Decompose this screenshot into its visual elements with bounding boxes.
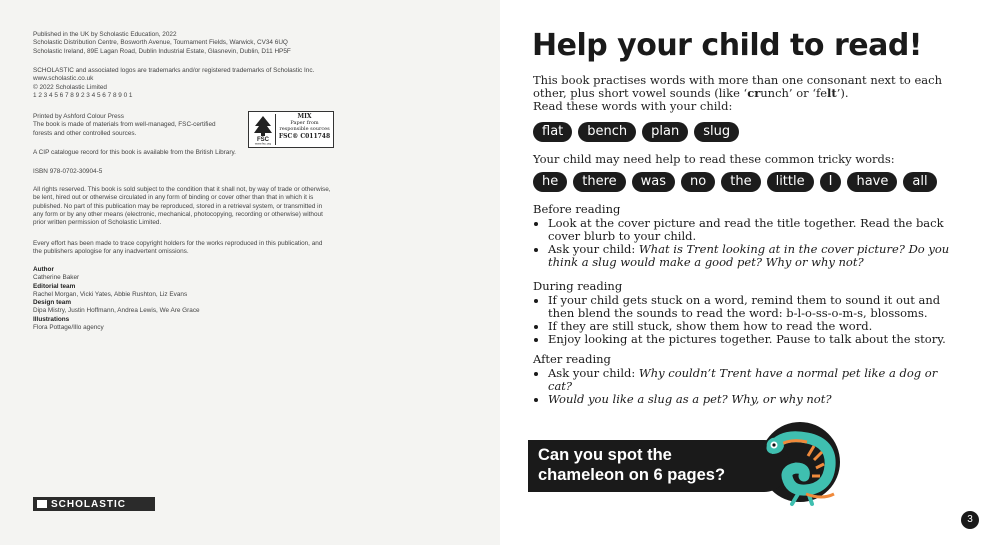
- fsc-label: [248, 111, 334, 148]
- tricky-pill: I: [820, 172, 842, 192]
- intro-bold-lt: lt: [827, 86, 837, 100]
- tricky-pill: he: [533, 172, 567, 192]
- cip-block: [33, 149, 236, 157]
- credit-heading: Author: [33, 266, 54, 273]
- address-uk: Scholastic Distribution Centre, Bosworth Avenue, Tournament Fields, Warwick, CV34 6UQ: [33, 39, 288, 47]
- cip-line: A CIP catalogue record for this book is available from the British Library.: [33, 149, 236, 156]
- credit-heading: Editorial team: [33, 282, 76, 290]
- rights-text: All rights reserved. This book is sold subject to the condition that it shall not, by way of trade or otherwise, be lent, hired out or otherwise circulated in any form of binding or cover other than that in which it is published. No part of this publication may be reproduced, stored in a retrieval system, or transmitted in any form or by any other means (electronic, mechanical, photocopying, recording or otherwise) without prior written permission of Scholastic Limited.: [33, 186, 331, 227]
- list-item: • Look at the cover picture and read the title together. Read the back cover blurb to your child.: [548, 217, 953, 243]
- address-ireland: Scholastic Ireland, 89E Lagan Road, Dublin Industrial Estate, Glasnevin, Dublin, D11 HP5F: [33, 47, 291, 55]
- item-question: Why couldn’t Trent have a normal pet like a dog or cat?: [548, 366, 938, 393]
- intro-text: [533, 74, 973, 100]
- guide-page: [500, 0, 1000, 545]
- tricky-words-prompt: Your child may need help to read these common tricky words:: [533, 152, 895, 166]
- tricky-pill: was: [632, 172, 675, 192]
- credit-names: Rachel Morgan, Vicki Yates, Abbie Rushton, Liz Evans: [33, 290, 188, 298]
- word-pill: bench: [578, 122, 636, 142]
- item-pre: Ask your child:: [548, 242, 639, 256]
- print-line: 1 2 3 4 5 6 7 8 9 2 3 4 5 6 7 8 9 0 1: [33, 91, 133, 99]
- after-list: [533, 367, 953, 406]
- section-heading: During reading: [533, 279, 623, 293]
- tricky-pill: there: [573, 172, 625, 192]
- item-pre: Ask your child:: [548, 366, 639, 380]
- credit-names: Flora Pottage/Illo agency: [33, 324, 104, 332]
- credits-block: [33, 266, 200, 332]
- page-title: Help your child to read!: [532, 28, 922, 63]
- practice-words: [533, 122, 739, 142]
- page-number: 3: [961, 511, 979, 529]
- intro-mid: unch’ or ‘fe: [760, 86, 828, 100]
- during-list: [533, 294, 953, 346]
- banner-line-1: Can you spot the: [538, 446, 672, 464]
- publisher-block: [33, 31, 291, 56]
- banner-line-2: chameleon on 6 pages?: [538, 466, 726, 484]
- printed-by: Printed by Ashford Colour Press: [33, 113, 124, 120]
- fsc-line2: responsible sources: [279, 126, 330, 132]
- tricky-pill: no: [681, 172, 715, 192]
- fsc-tree-icon: [251, 114, 276, 145]
- tricky-pill: all: [903, 172, 936, 192]
- fsc-site: www.fsc.org: [254, 141, 272, 145]
- list-item: • If they are still stuck, show them how to read the word.: [548, 320, 953, 333]
- item-question: What is Trent looking at in the cover picture? Do you think a slug would make a good pet? Why or why not?: [548, 242, 950, 269]
- effort-text: Every effort has been made to trace copyright holders for the works reproduced in this publication, and the publishers apologise for any inadvertent omissions.: [33, 240, 323, 256]
- fsc-text: [278, 114, 331, 140]
- fsc-mark: FSC: [257, 137, 269, 143]
- credit-heading: Design team: [33, 299, 72, 307]
- isbn-line: ISBN 978-0702-30904-5: [33, 168, 103, 175]
- before-reading-section: [533, 203, 953, 269]
- read-words-prompt: Read these words with your child:: [533, 99, 733, 113]
- scholastic-wordmark: SCHOLASTIC: [51, 498, 126, 510]
- after-reading-section: [533, 353, 953, 406]
- list-item: [548, 367, 953, 393]
- published-line: Published in the UK by Scholastic Education, 2022: [33, 31, 177, 38]
- printer-block: [33, 113, 233, 138]
- credit-names: Dipa Mistry, Justin Hoffmann, Andrea Lewis, We Are Grace: [33, 307, 200, 315]
- scholastic-logo: [33, 497, 155, 511]
- intro-bold-cr: cr: [747, 86, 761, 100]
- tricky-pill: little: [767, 172, 814, 192]
- fsc-code: FSC® C011748: [278, 133, 331, 140]
- trademark-line: SCHOLASTIC and associated logos are trademarks and/or registered trademarks of Scholastic Inc.: [33, 67, 315, 74]
- tricky-words: [533, 172, 937, 192]
- credit-heading: Illustrations: [33, 315, 70, 323]
- during-reading-section: [533, 280, 953, 346]
- section-heading: Before reading: [533, 202, 621, 216]
- list-item: • If your child gets stuck on a word, remind them to sound it out and then blend the sounds to read the word: b-l-o-ss-o-m-s, blossoms.: [548, 294, 953, 320]
- list-item: [548, 393, 953, 406]
- list-item: [548, 243, 953, 269]
- materials-line: The book is made of materials from well-managed, FSC-certified forests and other controlled sources.: [33, 121, 216, 137]
- website-line: www.scholastic.co.uk: [33, 75, 94, 83]
- item-question: Would you like a slug as a pet? Why, or why not?: [548, 392, 832, 406]
- credit-names: Catherine Baker: [33, 274, 80, 282]
- isbn-block: [33, 168, 102, 176]
- chameleon-illustration: [762, 428, 842, 513]
- fsc-line1: Paper from: [290, 120, 319, 126]
- chameleon-banner: [528, 440, 790, 492]
- rights-block: [33, 186, 333, 227]
- word-pill: flat: [533, 122, 572, 142]
- scholastic-book-icon: [37, 500, 47, 508]
- trademark-block: [33, 67, 314, 100]
- tricky-pill: the: [721, 172, 760, 192]
- section-heading: After reading: [533, 352, 611, 366]
- copyright-line: © 2022 Scholastic Limited: [33, 83, 107, 91]
- fsc-mix: MIX: [297, 113, 312, 120]
- intro-post: ’).: [836, 86, 849, 100]
- word-pill: plan: [642, 122, 688, 142]
- word-pill: slug: [694, 122, 739, 142]
- effort-block: [33, 240, 333, 257]
- tricky-pill: have: [847, 172, 897, 192]
- list-item: • Enjoy looking at the pictures together. Pause to talk about the story.: [548, 333, 953, 346]
- before-list: [533, 217, 953, 269]
- intro-pre: This book practises words with more than one consonant next to each other, plus short vowel sounds (like ‘: [533, 73, 943, 100]
